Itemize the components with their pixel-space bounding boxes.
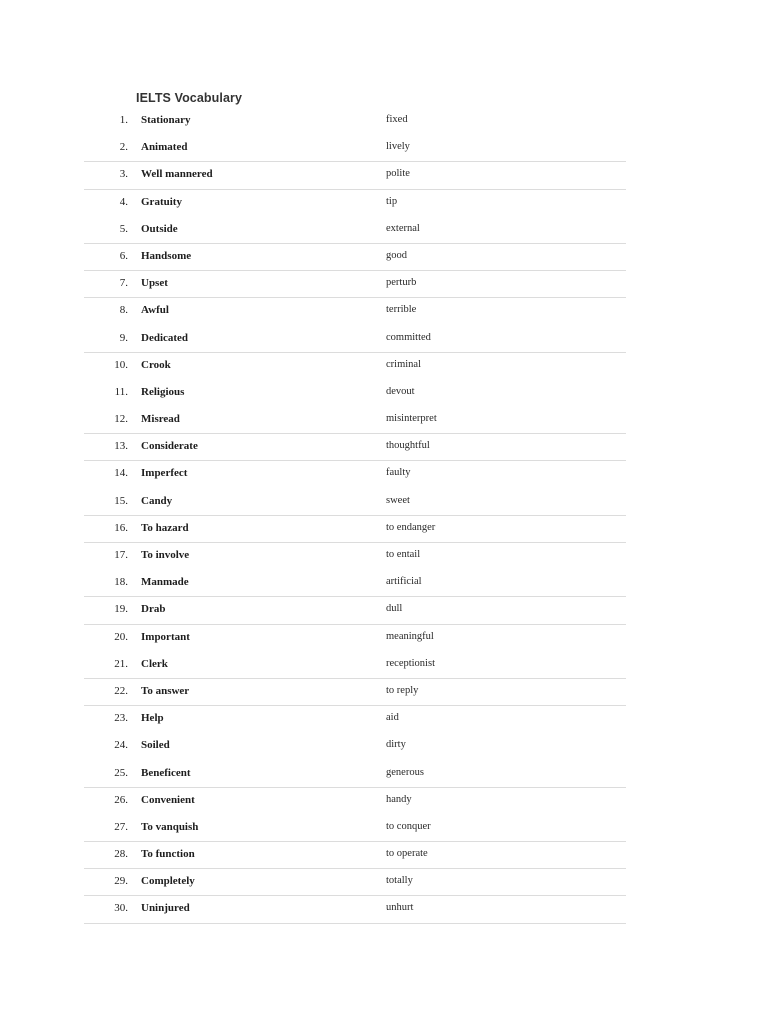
vocab-row [0,407,768,434]
entry-word: Upset [141,277,168,290]
vocab-row [0,108,768,135]
entry-word: To function [141,848,195,861]
entry-synonym: generous [386,766,424,778]
entry-word: Soiled [141,739,170,752]
entry-number: 2. [119,141,128,154]
entry-number: 16. [114,521,128,534]
vocab-row [0,380,768,407]
vocab-row [0,842,768,869]
entry-word: Awful [141,304,169,317]
entry-synonym: misinterpret [386,413,437,425]
entry-word: Religious [141,385,185,398]
entry-word: Gratuity [141,195,182,208]
entry-synonym: artificial [386,576,422,588]
entry-synonym: unhurt [386,902,414,914]
vocab-row [0,489,768,516]
entry-synonym: receptionist [386,657,435,669]
entry-synonym: meaningful [386,630,434,642]
entry-word: Drab [141,603,166,616]
entry-number: 18. [114,576,128,589]
entry-number: 27. [114,820,128,833]
entry-word: To hazard [141,521,189,534]
entry-synonym: lively [386,141,410,153]
entry-number: 19. [114,603,128,616]
entry-number: 8. [119,304,128,317]
vocab-row [0,271,768,298]
entry-synonym: totally [386,875,413,887]
row-divider [84,923,626,924]
entry-number: 26. [114,793,128,806]
vocab-row [0,298,768,325]
entry-synonym: sweet [386,494,410,506]
entry-number: 17. [114,549,128,561]
entry-number: 21. [114,657,128,670]
entry-synonym: fixed [386,114,408,125]
entry-number: 6. [119,249,128,262]
entry-number: 7. [119,277,128,290]
entry-word: Handsome [141,249,192,262]
entry-synonym: criminal [386,358,421,370]
entry-number: 22. [114,684,128,697]
entry-synonym: good [386,249,407,261]
vocabulary-list [0,108,768,924]
entry-word: Considerate [141,440,198,453]
entry-synonym: to reply [386,684,419,696]
vocab-row [0,353,768,380]
entry-synonym: dull [386,603,403,615]
vocab-row [0,434,768,461]
entry-synonym: dirty [386,739,406,751]
entry-word: Help [141,712,164,725]
vocab-row [0,869,768,896]
entry-number: 4. [119,195,128,208]
entry-word: Stationary [141,114,191,126]
entry-synonym: external [386,222,420,234]
entry-word: Important [141,630,190,643]
entry-number: 3. [119,168,128,181]
entry-number: 20. [114,630,128,643]
entry-synonym: polite [386,168,410,180]
entry-synonym: terrible [386,304,417,316]
vocab-row [0,788,768,815]
entry-number: 1. [119,114,128,126]
entry-word: Outside [141,222,178,235]
vocab-row [0,516,768,543]
entry-number: 14. [114,467,128,480]
entry-word: Clerk [141,657,168,670]
entry-synonym: to endanger [386,521,436,533]
entry-synonym: thoughtful [386,440,430,452]
entry-number: 24. [114,739,128,752]
entry-number: 5. [119,222,128,235]
vocab-row [0,244,768,271]
entry-number: 12. [114,413,128,426]
vocab-row [0,461,768,488]
vocab-row [0,543,768,570]
entry-synonym: tip [386,195,398,207]
entry-number: 25. [114,766,128,779]
entry-synonym: committed [386,331,431,343]
entry-number: 10. [114,358,128,371]
vocab-row [0,896,768,923]
vocab-row [0,625,768,652]
vocab-row [0,135,768,162]
entry-word: To vanquish [141,820,199,833]
entry-number: 29. [114,875,128,888]
entry-number: 28. [114,848,128,861]
entry-word: Uninjured [141,902,190,915]
entry-synonym: devout [386,385,415,397]
entry-synonym: to conquer [386,820,431,832]
entry-word: Beneficent [141,766,191,779]
entry-synonym: faulty [386,467,411,479]
vocab-row [0,761,768,788]
vocab-row [0,679,768,706]
vocab-row [0,597,768,624]
entry-word: Candy [141,494,173,507]
entry-word: Animated [141,141,188,154]
entry-word: Crook [141,358,171,371]
entry-word: Dedicated [141,331,189,344]
entry-synonym: perturb [386,277,417,289]
entry-word: Manmade [141,576,189,589]
entry-number: 15. [114,494,128,507]
vocab-row [0,326,768,353]
vocab-row [0,815,768,842]
vocab-row [0,706,768,733]
entry-synonym: aid [386,712,399,724]
entry-number: 30. [114,902,128,915]
entry-synonym: handy [386,793,412,805]
entry-number: 9. [119,331,128,344]
vocab-row [0,570,768,597]
vocab-row [0,733,768,760]
entry-synonym: to entail [386,549,421,560]
vocab-row [0,162,768,189]
entry-word: To answer [141,684,190,697]
vocab-row [0,652,768,679]
entry-word: Well mannered [141,168,213,181]
entry-number: 13. [114,440,128,453]
vocab-row [0,190,768,217]
entry-number: 23. [114,712,128,725]
entry-word: Convenient [141,793,195,806]
entry-word: To involve [141,549,190,561]
page-title: IELTS Vocabulary [136,91,243,105]
entry-synonym: to operate [386,848,428,860]
entry-word: Imperfect [141,467,188,480]
entry-word: Completely [141,875,195,888]
vocab-row [0,217,768,244]
entry-number: 11. [114,385,128,398]
entry-word: Misread [141,413,180,426]
